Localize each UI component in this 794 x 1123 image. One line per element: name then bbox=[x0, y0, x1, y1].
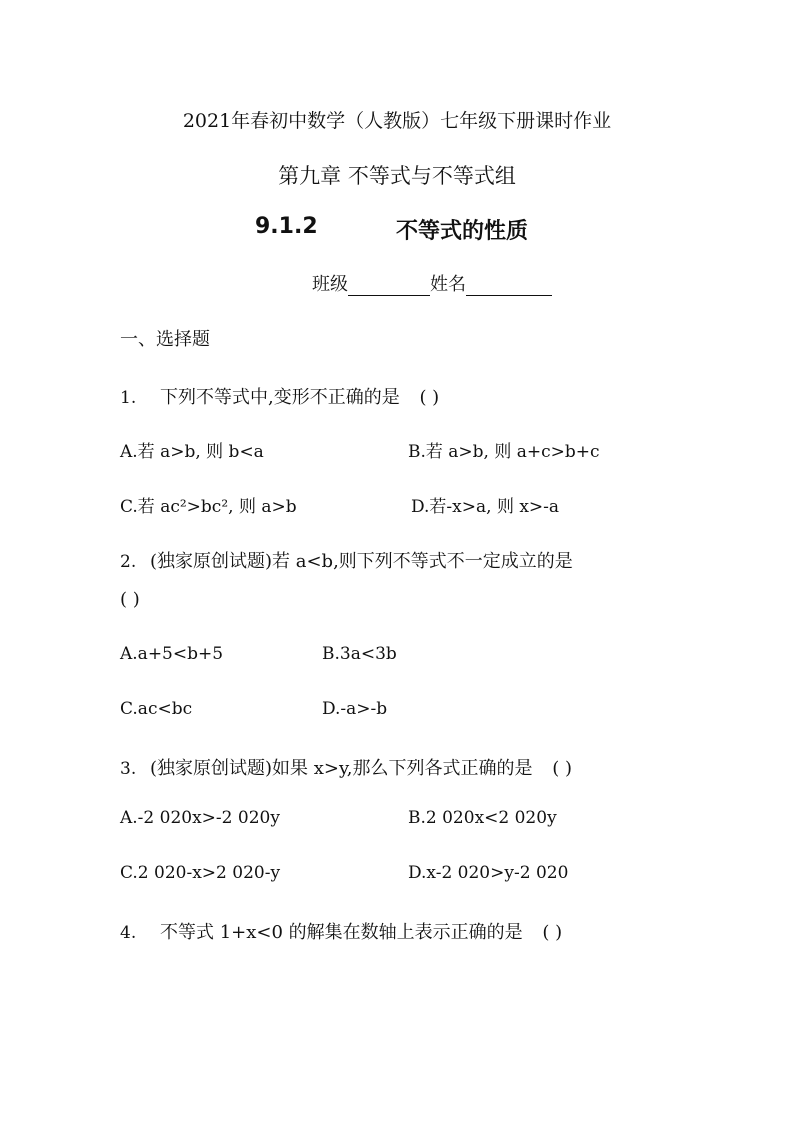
question-4 bbox=[120, 918, 562, 944]
q3-option-d[interactable]: D.x-2 020>y-2 020 bbox=[408, 863, 569, 883]
chapter-title: 第九章 不等式与不等式组 bbox=[278, 164, 516, 188]
class-name-line bbox=[312, 270, 552, 296]
q1-option-a[interactable]: A.若 a>b, 则 b<a bbox=[120, 442, 264, 462]
question-2-answer-paren[interactable]: ( ) bbox=[120, 589, 140, 610]
q3-option-c[interactable]: C.2 020-x>2 020-y bbox=[120, 863, 281, 883]
q2-option-b[interactable]: B.3a<3b bbox=[322, 644, 397, 664]
q1-option-c[interactable]: C.若 ac²>bc², 则 a>b bbox=[120, 497, 297, 517]
q2-option-a[interactable]: A.a+5<b+5 bbox=[120, 644, 224, 664]
name-blank[interactable] bbox=[466, 277, 552, 296]
question-4-text: 不等式 1+x<0 的解集在数轴上表示正确的是 bbox=[159, 922, 523, 943]
q1-option-b[interactable]: B.若 a>b, 则 a+c>b+c bbox=[408, 442, 600, 462]
question-2 bbox=[120, 547, 573, 573]
class-blank[interactable] bbox=[348, 277, 430, 296]
q3-option-a[interactable]: A.-2 020x>-2 020y bbox=[120, 808, 280, 828]
question-2-text: (独家原创试题)若 a<b,则下列不等式不一定成立的是 bbox=[149, 551, 573, 572]
question-2-number: 2. bbox=[120, 552, 137, 572]
question-3 bbox=[120, 754, 572, 780]
class-label: 班级 bbox=[312, 274, 348, 295]
lesson-number: 9.1.2 bbox=[255, 214, 318, 239]
question-1-answer-paren[interactable]: ( ) bbox=[419, 387, 440, 408]
document-title: 2021年春初中数学（人教版）七年级下册课时作业 bbox=[182, 110, 612, 132]
q2-option-d[interactable]: D.-a>-b bbox=[322, 699, 388, 719]
question-4-answer-paren[interactable]: ( ) bbox=[542, 922, 563, 943]
question-1 bbox=[120, 383, 439, 409]
question-1-text: 下列不等式中,变形不正确的是 bbox=[159, 387, 400, 408]
question-3-text: (独家原创试题)如果 x>y,那么下列各式正确的是 bbox=[149, 758, 533, 779]
q1-option-d[interactable]: D.若-x>a, 则 x>-a bbox=[411, 497, 560, 517]
question-3-answer-paren[interactable]: ( ) bbox=[552, 758, 572, 779]
question-4-number: 4. bbox=[120, 923, 137, 943]
question-1-number: 1. bbox=[120, 388, 137, 408]
section-title: 一、选择题 bbox=[120, 329, 210, 350]
lesson-title: 不等式的性质 bbox=[396, 218, 529, 244]
q3-option-b[interactable]: B.2 020x<2 020y bbox=[408, 808, 557, 828]
q2-option-c[interactable]: C.ac<bc bbox=[120, 699, 193, 719]
question-3-number: 3. bbox=[120, 759, 137, 779]
name-label: 姓名 bbox=[430, 274, 466, 295]
